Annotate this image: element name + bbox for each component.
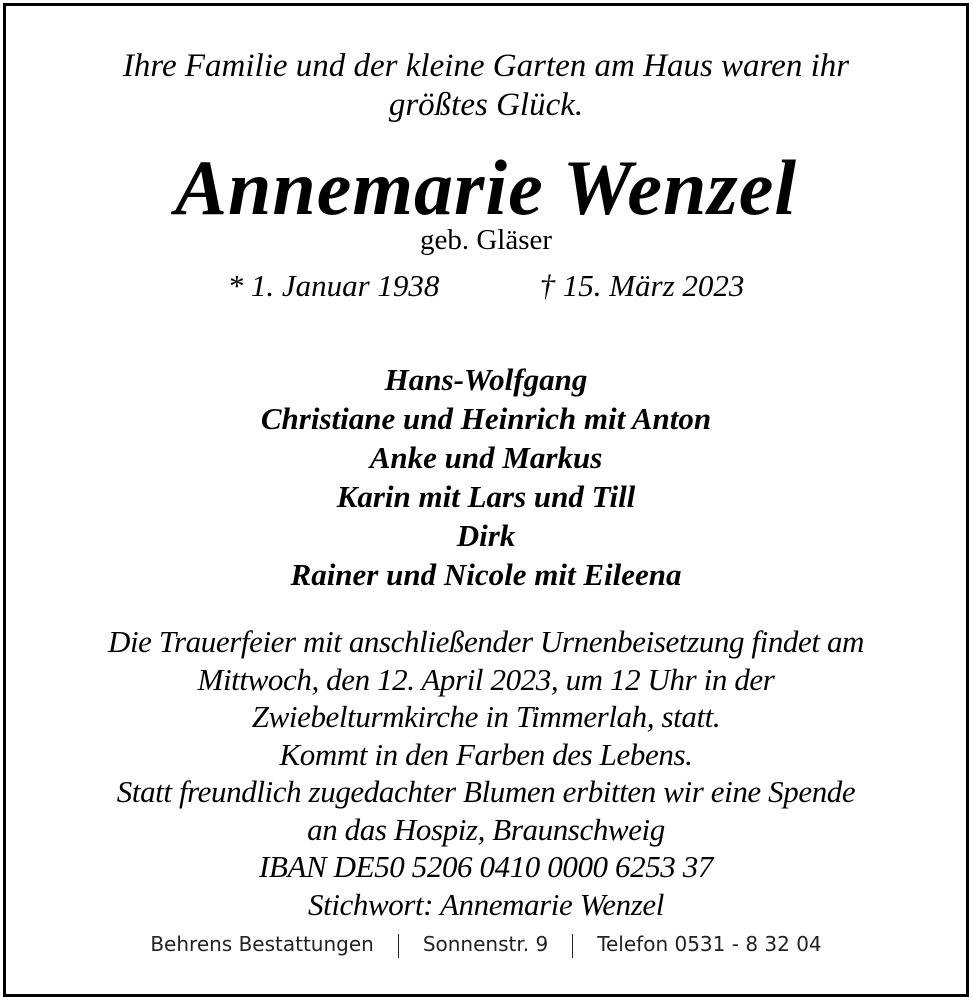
family-member: Karin mit Lars und Till bbox=[336, 479, 636, 514]
motto-line-2: größtes Glück. bbox=[388, 87, 584, 123]
notice-line: Kommt in den Farben des Lebens. bbox=[279, 737, 693, 772]
notice-line: Mittwoch, den 12. April 2023, um 12 Uhr in der bbox=[197, 662, 775, 697]
family-member: Hans-Wolfgang bbox=[384, 362, 588, 397]
birth-date: * 1. Januar 1938 bbox=[227, 268, 440, 303]
notice-line: Zwiebelturmkirche in Timmerlah, statt. bbox=[251, 699, 721, 734]
funeral-home-footer bbox=[0, 932, 972, 958]
family-member: Christiane und Heinrich mit Anton bbox=[260, 401, 712, 436]
death-date: † 15. März 2023 bbox=[539, 268, 745, 303]
deceased-name: Annemarie Wenzel bbox=[174, 144, 798, 231]
life-dates bbox=[0, 268, 972, 304]
maiden-name: geb. Gläser bbox=[419, 224, 553, 256]
family-member: Rainer und Nicole mit Eileena bbox=[290, 557, 682, 592]
notice-line: Die Trauerfeier mit anschließender Urnenbeisetzung findet am bbox=[107, 624, 865, 659]
notice-line: Statt freundlich zugedachter Blumen erbitten wir eine Spende bbox=[116, 774, 856, 809]
funeral-home-address: Sonnenstr. 9 bbox=[422, 932, 549, 956]
notice-keyword: Stichwort: Annemarie Wenzel bbox=[308, 887, 664, 922]
notice-line: an das Hospiz, Braunschweig bbox=[307, 812, 665, 847]
notice-iban: IBAN DE50 5206 0410 0000 6253 37 bbox=[259, 849, 713, 884]
funeral-home-phone: Telefon 0531 - 8 32 04 bbox=[597, 932, 822, 956]
funeral-home-name: Behrens Bestattungen bbox=[150, 932, 374, 956]
footer-divider bbox=[572, 934, 573, 958]
motto-line-1: Ihre Familie und der kleine Garten am Haus waren ihr bbox=[122, 48, 850, 84]
family-member: Dirk bbox=[456, 518, 516, 553]
family-member: Anke und Markus bbox=[369, 440, 603, 475]
footer-divider bbox=[398, 934, 399, 958]
